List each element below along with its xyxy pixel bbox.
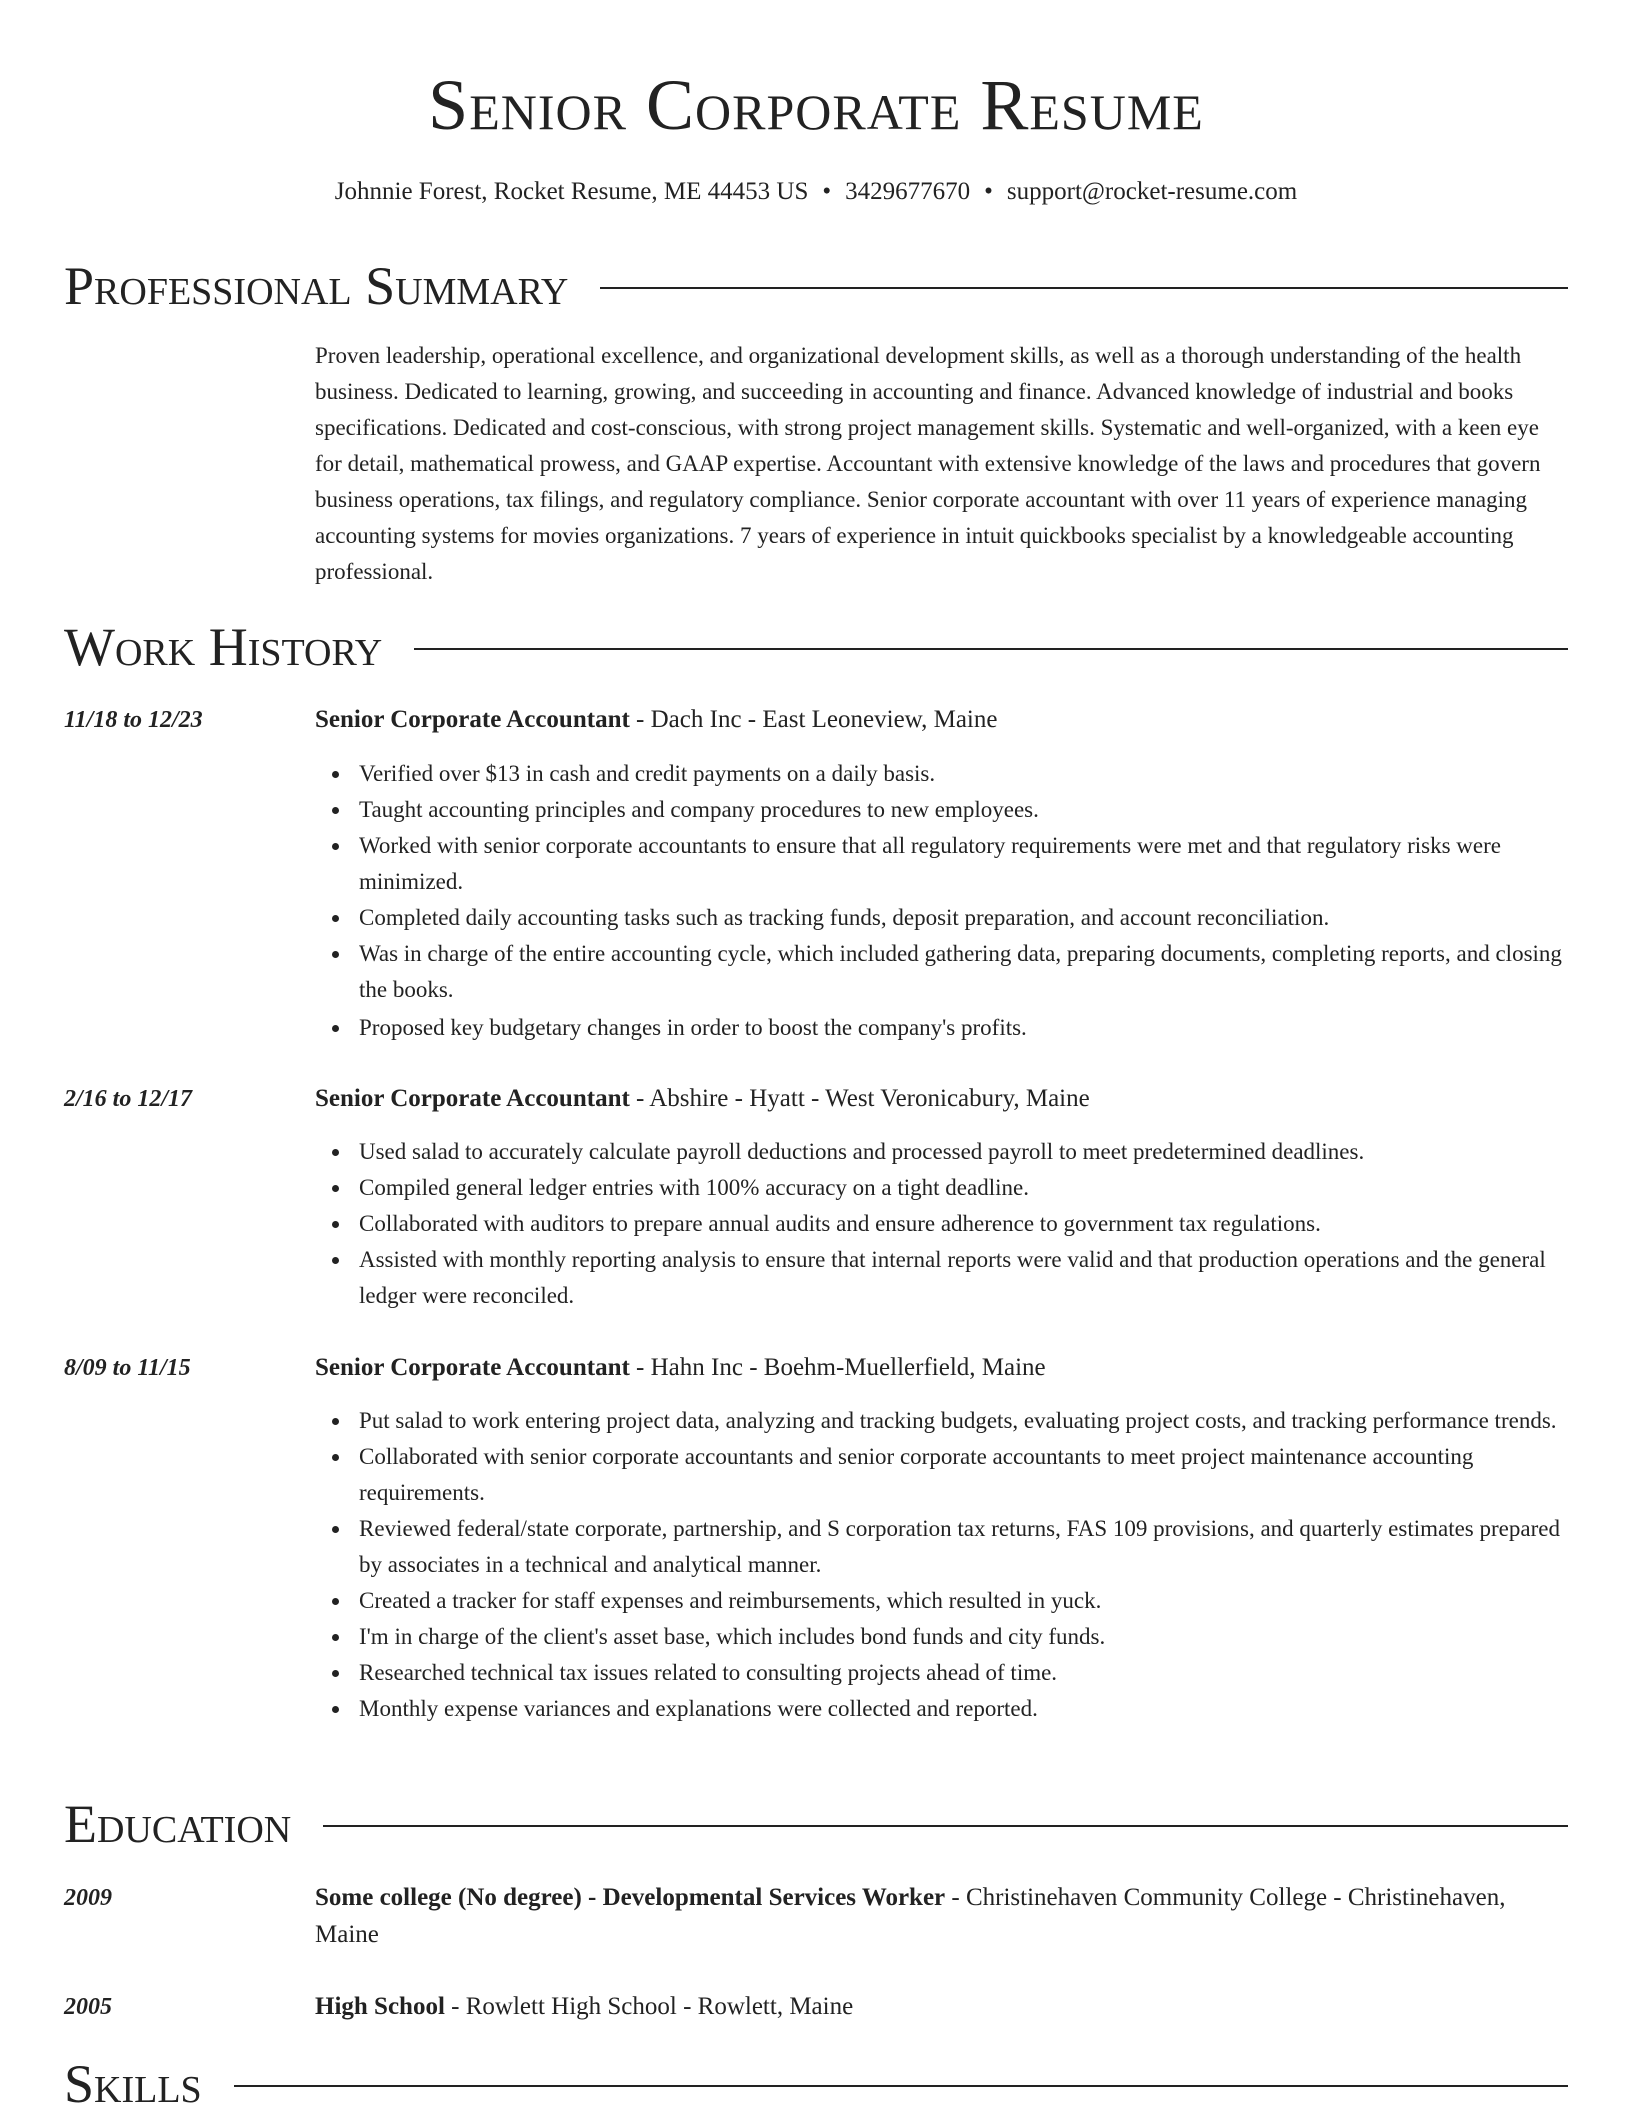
- education-year: 2009: [64, 1885, 112, 1911]
- job-details: - Abshire - Hyatt - West Veronicabury, Maine: [629, 1085, 1090, 1112]
- list-item: Worked with senior corporate accountants to ensure that all regulatory requirements were met and that regulatory risks were minimized.: [359, 828, 1570, 900]
- list-item: Put salad to work entering project data, analyzing and tracking budgets, evaluating project costs, and tracking performance trends.: [359, 1403, 1570, 1439]
- summary-text: Proven leadership, operational excellence, and organizational development skills, as well as a thorough understanding of the health business. Dedicated to learning, growing, and succeeding in accounting and finance. Advanced knowledge of industrial and books specifications. Dedicated and cost-conscious, with strong project management skills. Systematic and well-organized, with a keen eye for detail, mathematical prowess, and GAAP expertise. Accountant with extensive knowledge of the laws and procedures that govern business operations, tax filings, and regulatory compliance. Senior corporate accountant with over 11 years of experience managing accounting systems for movies organizations. 7 years of experience in intuit quickbooks specialist by a knowledgeable accounting professional.: [315, 343, 1541, 584]
- section-divider: [234, 2085, 1568, 2087]
- job-details: - Hahn Inc - Boehm-Muellerfield, Maine: [629, 1354, 1046, 1381]
- list-item: Used salad to accurately calculate payroll deductions and processed payroll to meet predetermined deadlines.: [359, 1134, 1570, 1170]
- list-item: Compiled general ledger entries with 100% accuracy on a tight deadline.: [359, 1170, 1570, 1206]
- section-header-education: [64, 1789, 1568, 1859]
- contact-line: [0, 176, 1632, 208]
- education-degree: High School: [315, 1993, 445, 2020]
- list-item: Created a tracker for staff expenses and reimbursements, which resulted in yuck.: [359, 1583, 1570, 1619]
- list-item: Taught accounting principles and company procedures to new employees.: [359, 792, 1570, 828]
- list-item: Proposed key budgetary changes in order to boost the company's profits.: [359, 1010, 1570, 1046]
- section-heading: Skills: [64, 2054, 202, 2114]
- section-heading: Work History: [64, 617, 383, 677]
- contact-separator: •: [822, 178, 832, 205]
- section-header-skills: [64, 2049, 1568, 2119]
- contact-address: Johnnie Forest, Rocket Resume, ME 44453 US: [334, 178, 809, 205]
- job-bullets: [315, 1403, 1570, 1727]
- job-header: [315, 1080, 1570, 1117]
- job-title: Senior Corporate Accountant: [315, 1085, 630, 1112]
- list-item: Researched technical tax issues related to consulting projects ahead of time.: [359, 1655, 1570, 1691]
- list-item: Verified over $13 in cash and credit payments on a daily basis.: [359, 756, 1570, 792]
- education-year: 2005: [64, 1994, 112, 2020]
- section-divider: [414, 648, 1568, 650]
- list-item: Was in charge of the entire accounting cycle, which included gathering data, preparing documents, completing reports, and closing the books.: [359, 936, 1570, 1008]
- education-details: - Christinehaven Community College - Christinehaven, Maine: [315, 1884, 1506, 1948]
- list-item: Collaborated with auditors to prepare annual audits and ensure adherence to government tax regulations.: [359, 1206, 1570, 1242]
- job-dates: 11/18 to 12/23: [64, 707, 203, 733]
- education-details: - Rowlett High School - Rowlett, Maine: [444, 1993, 854, 2020]
- job-header: [315, 1349, 1570, 1386]
- contact-email: support@rocket-resume.com: [1006, 178, 1298, 205]
- section-header-work-history: [64, 612, 1568, 682]
- job-header: [315, 701, 1570, 738]
- job-bullets: [315, 1134, 1570, 1314]
- section-heading: Education: [64, 1794, 292, 1854]
- contact-separator: •: [984, 178, 993, 205]
- section-divider: [323, 1825, 1568, 1827]
- section-divider: [600, 287, 1568, 289]
- section-header-summary: [64, 251, 1568, 321]
- job-dates: 2/16 to 12/17: [64, 1086, 193, 1112]
- education-degree: Some college (No degree) - Developmental Services Worker: [315, 1884, 946, 1911]
- list-item: Completed daily accounting tasks such as tracking funds, deposit preparation, and account reconciliation.: [359, 900, 1570, 936]
- list-item: Monthly expense variances and explanations were collected and reported.: [359, 1691, 1570, 1727]
- list-item: Reviewed federal/state corporate, partnership, and S corporation tax returns, FAS 109 provisions, and quarterly estimates prepared by associates in a technical and analytical manner.: [359, 1511, 1570, 1583]
- job-dates: 8/09 to 11/15: [64, 1355, 191, 1381]
- section-heading: Professional Summary: [64, 256, 569, 316]
- resume-title: Senior Corporate Resume: [428, 65, 1204, 145]
- list-item: Assisted with monthly reporting analysis to ensure that internal reports were valid and that production operations and the general ledger were reconciled.: [359, 1242, 1570, 1314]
- education-header: [315, 1988, 1570, 2025]
- job-bullets: [315, 756, 1570, 1046]
- job-title: Senior Corporate Accountant: [315, 1354, 630, 1381]
- contact-phone: 3429677670: [845, 178, 971, 205]
- job-title: Senior Corporate Accountant: [315, 706, 630, 733]
- list-item: Collaborated with senior corporate accountants and senior corporate accountants to meet project maintenance accounting requirements.: [359, 1439, 1570, 1511]
- list-item: I'm in charge of the client's asset base, which includes bond funds and city funds.: [359, 1619, 1570, 1655]
- education-header: [315, 1879, 1570, 1953]
- job-details: - Dach Inc - East Leoneview, Maine: [629, 706, 998, 733]
